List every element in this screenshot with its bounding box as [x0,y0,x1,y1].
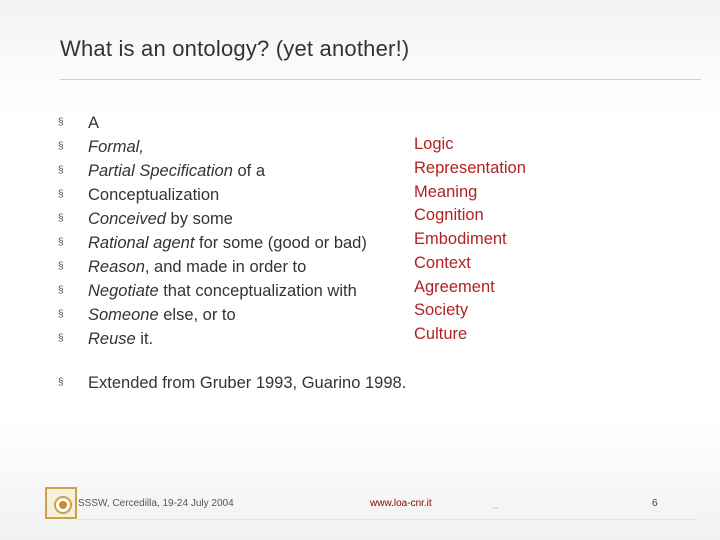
bullet-icon: § [58,261,64,272]
citation-text: Extended from Gruber 1993, Guarino 1998. [88,374,407,392]
bullet-item [58,159,367,183]
title-divider [60,79,701,80]
concept-item: Agreement [414,277,495,296]
page-number: 6 [652,498,658,509]
bullet-emphasis: Reason [88,258,145,276]
citation-bullet [58,373,418,393]
definition-bullet-list [58,111,367,351]
bullet-icon: § [58,165,64,176]
concept-item: Society [414,301,469,320]
bullet-icon: § [58,141,64,152]
bullet-icon: § [58,213,64,224]
concept-item: Meaning [414,182,478,201]
bullet-icon: § [58,117,64,128]
bullet-text: , and made in order to [144,258,307,276]
logo-dot [59,501,67,509]
bullet-icon: § [58,189,64,200]
concept-item: Cognition [414,206,484,225]
footer-divider [77,519,697,520]
concept-item: Culture [414,325,468,343]
footer-mark: _ [493,498,499,509]
slide-title: What is an ontology? (yet another!) [60,36,410,61]
bullet-item [58,135,367,159]
bullet-text: that conceptualization with [158,282,357,300]
bullet-item [58,231,367,255]
footer-event-info: SSSW, Cercedilla, 19-24 July 2004 [78,498,234,509]
concept-item: Context [414,253,471,272]
bullet-icon: § [58,309,64,320]
bullet-emphasis: Conceived [88,210,166,228]
footer-url[interactable]: www.loa-cnr.it [370,498,432,509]
bullet-item [58,111,367,135]
bullet-icon: § [58,237,64,248]
concept-item: Logic [414,135,454,153]
concept-item: Embodiment [414,230,507,248]
bullet-item [58,255,367,279]
bullet-text: it. [135,330,154,348]
bullet-emphasis: Partial Specification [88,162,233,180]
bullet-icon: § [58,285,64,296]
bullet-emphasis: Negotiate [88,282,159,300]
concept-item: Representation [414,158,526,177]
bullet-text: for some (good or bad) [194,234,367,252]
bullet-text: else, or to [158,306,236,324]
bullet-item [58,327,367,351]
bullet-item [58,183,367,207]
bullet-icon: § [58,377,64,388]
bullet-emphasis: Someone [88,306,159,324]
bullet-emphasis: Reuse [88,330,136,348]
bullet-emphasis: Rational agent [88,234,195,252]
bullet-item [58,279,367,303]
bullet-item [58,207,367,231]
bullet-item [58,303,367,327]
bullet-text: by some [165,210,233,228]
bullet-emphasis: Formal, [88,138,144,156]
concept-list [414,133,526,347]
bullet-text: of a [232,162,266,180]
loa-logo-icon [45,487,77,519]
bullet-icon: § [58,333,64,344]
bullet-text: A [88,114,100,132]
bullet-text: Conceptualization [88,186,220,204]
